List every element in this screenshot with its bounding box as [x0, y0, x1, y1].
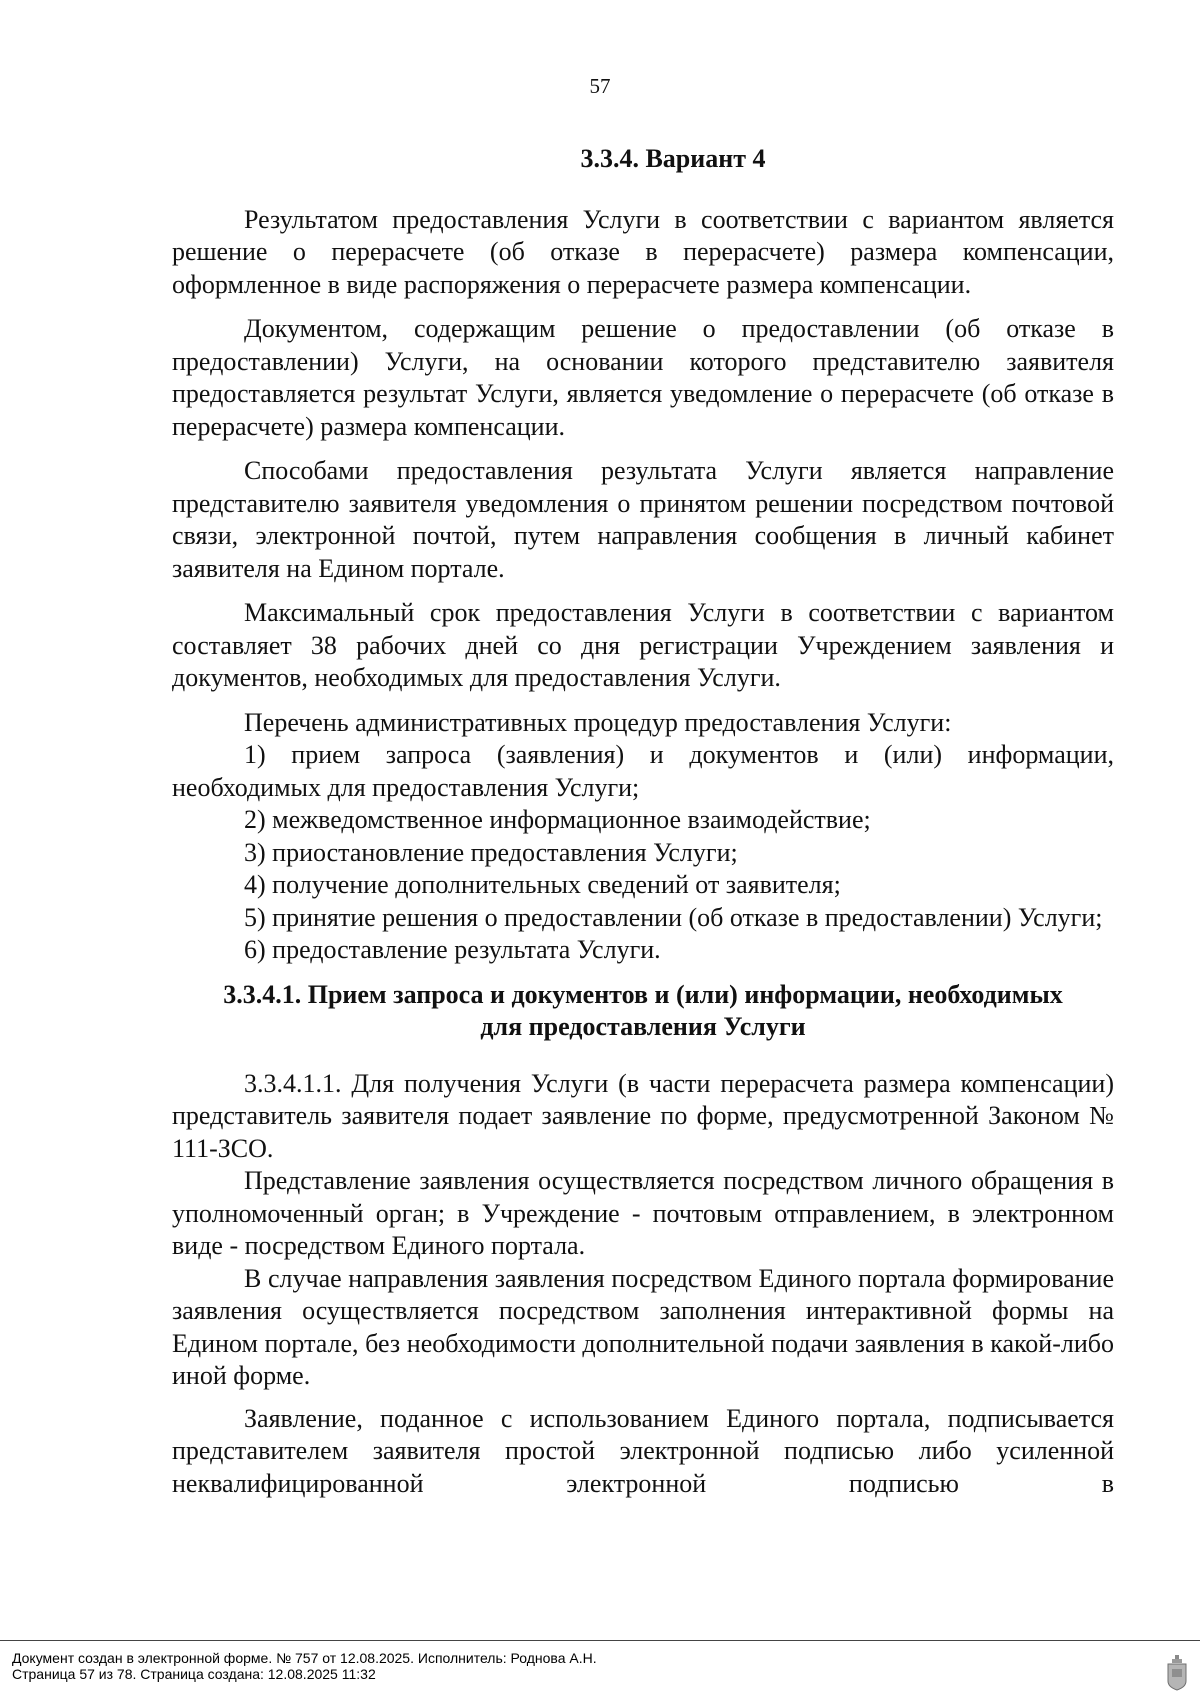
paragraph: В случае направления заявления посредством Единого портала формирование заявления осуществляется посредством заполнения интерактивной формы на Едином портале, без необходимости дополнительной подачи заявления в какой-либо иной форме.: [172, 1263, 1114, 1390]
footer-line: Страница 57 из 78. Страница создана: 12.08.2025 11:32: [12, 1666, 376, 1682]
section-title: 3.3.4. Вариант 4: [580, 144, 766, 173]
document-footer: [0, 1640, 1200, 1699]
procedure-list-item: 5) принятие решения о предоставлении (об отказе в предоставлении) Услуги;: [244, 902, 1103, 932]
paragraph: Представление заявления осуществляется посредством личного обращения в уполномоченный орган; в Учреждение - почтовым отправлением, в электронном виде - посредством Единого портала.: [172, 1166, 1114, 1260]
coat-of-arms-icon: [1166, 1655, 1188, 1691]
paragraph: Максимальный срок предоставления Услуги в соответствии с вариантом составляет 38 рабочих дней со дня регистрации Учреждением заявления и документов, необходимых для предоставления Услуги.: [172, 598, 1114, 692]
paragraph: Заявление, поданное с использованием Единого портала, подписывается представителем заявителя простой электронной подписью либо усиленной неквалифицированной электронной подписью в: [172, 1403, 1114, 1498]
document-body: [172, 143, 1114, 1500]
subsection-title-line: для предоставления Услуги: [480, 1012, 806, 1041]
procedure-list-item: 2) межведомственное информационное взаимодействие;: [244, 805, 871, 834]
paragraph: Результатом предоставления Услуги в соответствии с вариантом является решение о перерасчете (об отказе в перерасчете) размера компенсации, оформленное в виде распоряжения о перерасчете размера компенсации.: [172, 204, 1114, 299]
footer-line: Документ создан в электронной форме. № 757 от 12.08.2025. Исполнитель: Роднова А.Н.: [12, 1650, 597, 1666]
procedure-list-item: 1) прием запроса (заявления) и документов и (или) информации, необходимых для предоставления Услуги;: [172, 740, 1114, 802]
paragraph: 3.3.4.1.1. Для получения Услуги (в части перерасчета размера компенсации) представитель заявителя подает заявление по форме, предусмотренной Законом № 111-ЗСО.: [172, 1068, 1114, 1163]
paragraph: Способами предоставления результата Услуги является направление представителю заявителя уведомления о принятом решении посредством почтовой связи, электронной почтой, путем направления сообщения в личный кабинет заявителя на Едином портале.: [172, 456, 1114, 583]
footer-text: [12, 1650, 597, 1682]
procedure-list-intro: Перечень административных процедур предоставления Услуги:: [244, 707, 952, 737]
procedure-list-item: 6) предоставление результата Услуги.: [244, 935, 661, 964]
subsection-title: [172, 979, 1114, 1044]
page-number: 57: [589, 74, 611, 98]
paragraph: Документом, содержащим решение о предоставлении (об отказе в предоставлении) Услуги, на основании которого представителю заявителя предоставляется результат Услуги, является уведомление о перерасчете (об отказе в перерасчете) размера компенсации.: [172, 314, 1114, 441]
subsection-title-line: 3.3.4.1. Прием запроса и документов и (или) информации, необходимых: [223, 979, 1063, 1009]
procedure-list-item: 3) приостановление предоставления Услуги;: [244, 837, 738, 867]
procedure-list-item: 4) получение дополнительных сведений от заявителя;: [244, 870, 841, 899]
